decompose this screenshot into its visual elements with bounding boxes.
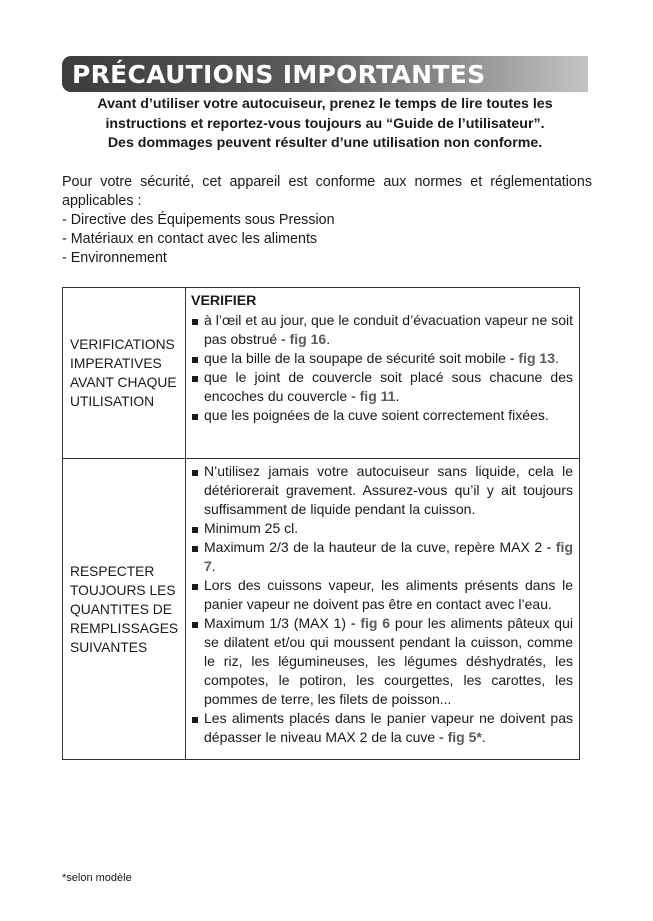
- item-text: à l’œil et au jour, que le conduit d’évacuation vapeur ne soit pas obstrué: [204, 312, 573, 347]
- intro-warning: [62, 95, 588, 154]
- row-label-line: UTILISATION: [70, 394, 155, 409]
- list-item: [191, 709, 573, 747]
- bullet-square-icon: [192, 622, 198, 628]
- bullet-square-icon: [192, 717, 198, 723]
- item-text: Maximum 1/3 (MAX 1): [204, 615, 347, 631]
- list-item: [191, 614, 573, 709]
- row-label-line: REMPLISSAGES: [70, 620, 179, 636]
- title-banner: [62, 56, 588, 92]
- item-end: .: [326, 331, 331, 347]
- page-title: PRÉCAUTIONS IMPORTANTES: [72, 60, 486, 89]
- figure-reference: - fig 13: [505, 350, 555, 366]
- bullet-square-icon: [192, 319, 198, 325]
- precautions-table: [62, 287, 580, 760]
- figure-reference: - fig 6: [346, 615, 391, 631]
- intro-line: Avant d’utiliser votre autocuiseur, prenez le temps de lire toutes les: [97, 96, 553, 112]
- item-text: Minimum 25 cl.: [204, 520, 299, 536]
- row-label-quantities: [63, 459, 186, 760]
- item-end: .: [395, 388, 400, 404]
- row-label-line: VERIFICATIONS: [70, 337, 175, 352]
- figure-reference: - fig 16: [277, 331, 327, 347]
- footnote: *selon modèle: [62, 872, 132, 884]
- list-item: [191, 311, 573, 349]
- figure-reference: - fig 5*: [435, 729, 482, 745]
- row-label-line: IMPERATIVES: [70, 356, 162, 371]
- item-text: Les aliments placés dans le panier vapeur ne doivent pas dépasser le niveau MAX 2 de la cuve: [204, 710, 573, 745]
- item-text: que le joint de couvercle soit placé sous chacune des encoches du couvercle: [204, 369, 573, 404]
- row-label-line: QUANTITES DE: [70, 601, 172, 617]
- intro-line: instructions et reportez-vous toujours au “Guide de l’utilisateur”.: [105, 115, 545, 132]
- safety-section: [62, 173, 592, 268]
- list-item: [191, 462, 573, 519]
- row-label-line: SUIVANTES: [70, 639, 148, 655]
- list-item: [191, 406, 573, 425]
- list-item: [191, 519, 573, 538]
- safety-item: - Environnement: [62, 250, 167, 266]
- row-content-verifications: [186, 288, 580, 459]
- bullet-square-icon: [192, 546, 198, 552]
- row-label-line: AVANT CHAQUE: [70, 375, 177, 390]
- figure-reference: - fig 11: [347, 388, 396, 404]
- item-text: Lors des cuissons vapeur, les aliments présents dans le panier vapeur ne doivent pas être en contact avec l’eau.: [204, 577, 573, 612]
- item-after: pour les aliments pâteux qui se dilatent et/ou qui moussent pendant la cuisson, comme le riz, les légumineuses, les légumes déshydratés, les compotes, le potiron, les courgettes, les carottes, les pommes de terre, les filets de poisson...: [204, 615, 573, 707]
- safety-item: - Matériaux en contact avec les aliments: [62, 231, 318, 247]
- row-label-verifications: [63, 288, 186, 459]
- item-end: .: [481, 729, 486, 745]
- table-row: [63, 288, 580, 459]
- item-text: que les poignées de la cuve soient correctement fixées.: [204, 407, 549, 423]
- row-label-line: TOUJOURS LES: [70, 582, 176, 598]
- list-item: [191, 368, 573, 406]
- item-text: que la bille de la soupape de sécurité soit mobile: [204, 350, 506, 366]
- bullet-square-icon: [192, 357, 198, 363]
- item-text: Maximum 2/3 de la hauteur de la cuve, repère MAX 2: [204, 539, 543, 555]
- verify-heading: VERIFIER: [191, 293, 257, 309]
- row-content-quantities: [186, 459, 580, 760]
- figure-reference: - fig 7: [204, 539, 573, 574]
- list-item: [191, 538, 573, 576]
- bullet-square-icon: [192, 470, 198, 476]
- bullet-square-icon: [192, 414, 198, 420]
- list-item: [191, 576, 573, 614]
- intro-line: Des dommages peuvent résulter d’une utilisation non conforme.: [107, 135, 543, 151]
- list-item: [191, 349, 573, 368]
- bullet-square-icon: [192, 527, 198, 533]
- safety-paragraph: Pour votre sécurité, cet appareil est conforme aux normes et réglementations applicables :: [62, 174, 592, 209]
- safety-item: - Directive des Équipements sous Pression: [62, 212, 335, 228]
- bullet-square-icon: [192, 376, 198, 382]
- table-row: [63, 459, 580, 760]
- item-end: .: [211, 558, 216, 574]
- bullet-square-icon: [192, 584, 198, 590]
- row-label-line: RESPECTER: [70, 563, 155, 579]
- item-text: N’utilisez jamais votre autocuiseur sans liquide, cela le détériorerait gravement. Assurez-vous qu’il y ait toujours suffisamment de liquide pendant la cuisson.: [204, 463, 573, 517]
- item-end: .: [555, 350, 559, 366]
